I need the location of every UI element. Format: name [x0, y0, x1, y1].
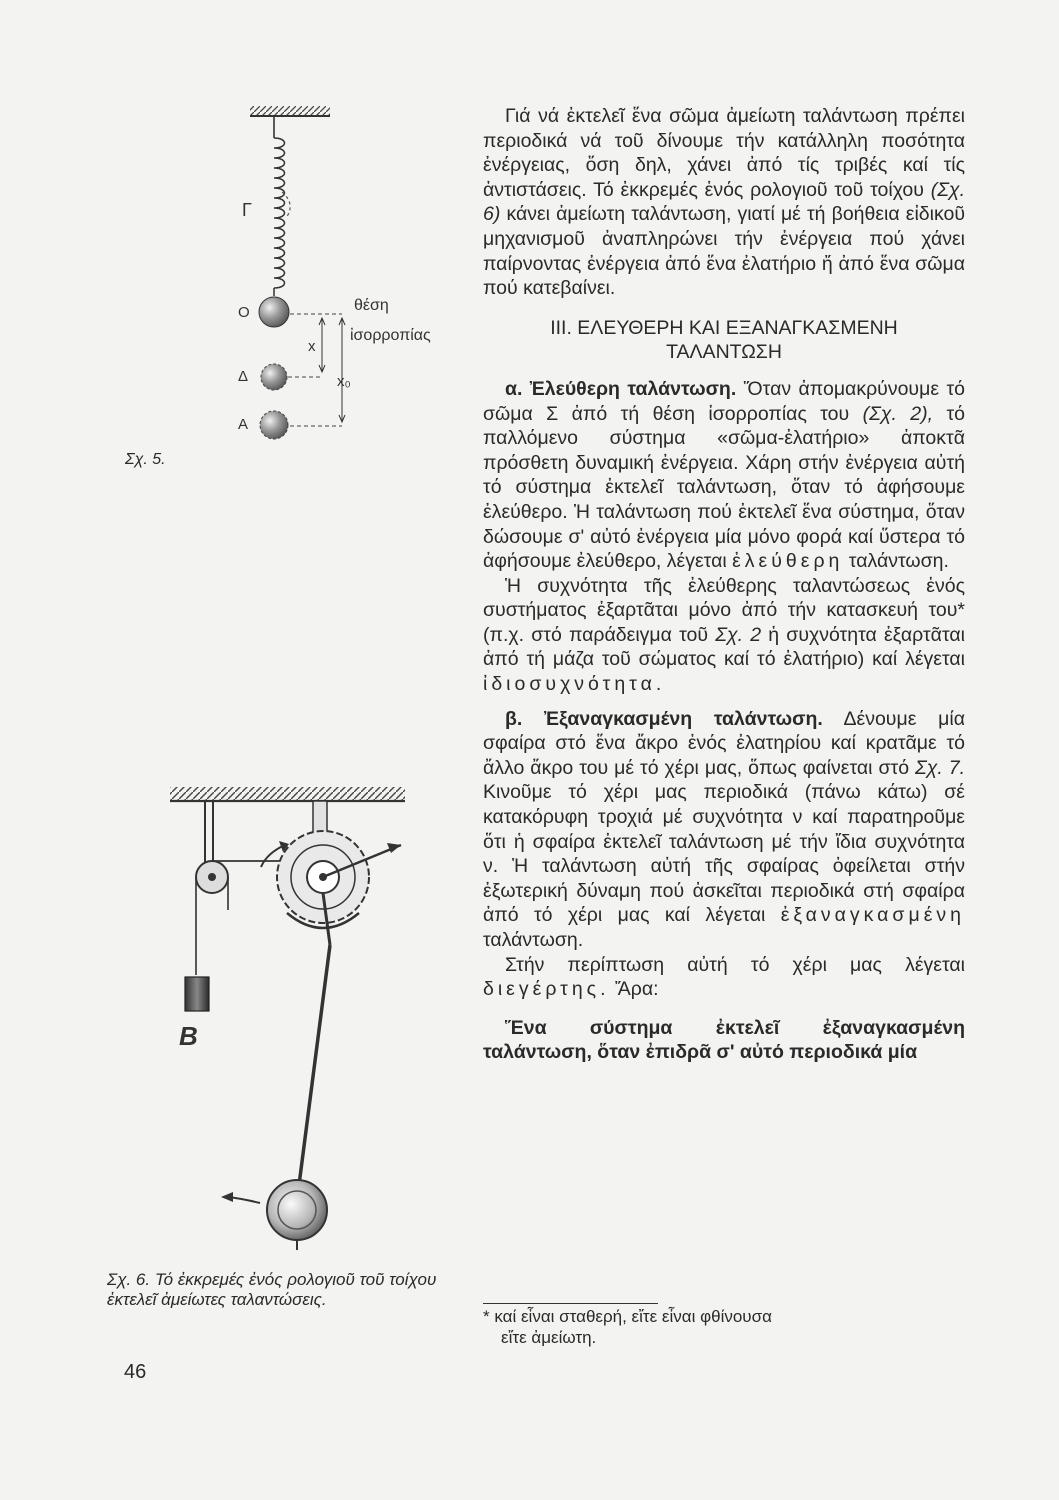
- footnote: * καί εἶναι σταθερή, εἴτε εἶναι φθίνουσα εἴτε ἀμείωτη.: [483, 1307, 772, 1347]
- mass-at-alpha: [260, 411, 288, 439]
- figure-6-caption: Σχ. 6. Τό ἐκκρεμές ἐνός ρολογιοῦ τοῦ τοίχου ἐκτελεῖ ἀμείωτες ταλαντώσεις.: [107, 1270, 437, 1309]
- driving-weight: [185, 977, 209, 1011]
- mass-at-delta: [261, 364, 287, 390]
- label-omicron: Ο: [238, 304, 250, 321]
- label-x: x: [308, 338, 316, 355]
- paragraph-undamped: Γιά νά ἐκτελεῖ ἕνα σῶμα ἀμείωτη ταλάντωση πρέπει περιοδικά νά τοῦ δίνουμε τήν κατάλληλη ποσότητα ἐνέργειας, ὅση δηλ, χάνει ἀπό τίς τριβές καί τίς ἀντιστάσεις. Τό ἐκκρεμές ἑνός ρολογιοῦ τοῦ τοίχου (Σχ. 6) κάνει ἀμείωτη ταλάντωση, γιατί μέ τή βοήθεια εἰδικοῦ μηχανισμοῦ ἀναπληρώνει τήν ἐνέργεια πού χάνει παίρνοντας ἐνέργεια ἀπό ἕνα ἐλατήριο ἤ ἀπό ἕνα σῶμα πού κατεβαίνει.: [483, 105, 965, 300]
- label-position: θέση: [354, 297, 389, 314]
- mass-at-equilibrium: [259, 297, 289, 327]
- text-column: [483, 104, 965, 1065]
- section-heading: III. ΕΛΕΥΘΕΡΗ ΚΑΙ ΕΞΑΝΑΓΚΑΣΜΕΝΗ ΤΑΛΑΝΤΩΣΗ: [550, 316, 898, 364]
- label-gamma: Γ: [242, 200, 252, 220]
- label-weight-b: B: [179, 1021, 198, 1051]
- paragraph-exciter: Στήν περίπτωση αὐτή τό χέρι μας λέγεται διεγέρτης. Ἄρα:: [483, 953, 965, 1001]
- paragraph-natural-frequency: Ἡ συχνότητα τῆς ἐλεύθερης ταλαντώσεως ἑνός συστήματος ἐξαρτᾶται μόνο ἀπό τήν κατασκευή του* (π.χ. στό παράδειγμα τοῦ Σχ. 2 ἡ συχνότητα ἐξαρτᾶται ἀπό τή μάζα τοῦ σώματος καί τό ἐλατήριο) καί λέγεται ἰδιοσυχνότητα.: [483, 574, 965, 696]
- footnote-rule: [483, 1303, 658, 1304]
- figure-6-clock-pendulum: [165, 785, 410, 1255]
- paragraph-forced-oscillation: β. Ἐξαναγκασμένη ταλάντωση. Δένουμε μία σφαίρα στό ἕνα ἄκρο ἑνός ἐλατηρίου καί κρατᾶμε τό ἄλλο ἄκρο του μέ τό χέρι μας, ὅπως φαίνεται στό Σχ. 7. Κινοῦμε τό χέρι μας περιοδικά (πάνω κάτω) σέ κατακόρυφη τροχιά μέ συχνότητα ν καί παρατηροῦμε ὅτι ἡ σφαίρα ἐκτελεῖ ταλάντωση μέ τήν ἴδια συχνότητα ν. Ἡ ταλάντωση αὐτή τῆς σφαίρας ὀφείλεται στήν ἐξωτερική δύναμη πού ἀσκεῖται περιοδικά στή σφαίρα ἀπό τό χέρι μας καί λέγεται ἐξαναγκασμένη ταλάντωση.: [483, 707, 966, 951]
- label-equilibrium: ἰσορροπίας: [350, 327, 431, 344]
- figure-5-caption: Σχ. 5.: [125, 451, 166, 468]
- label-alpha: Α: [238, 416, 249, 433]
- spring-coil: [274, 138, 285, 288]
- label-x0: x₀: [337, 373, 351, 390]
- pendulum-bob: [267, 1180, 327, 1240]
- ceiling: [170, 787, 405, 801]
- definition-bold: Ἕνα σύστημα ἐκτελεῖ ἐξαναγκασμένη ταλάντωση, ὅταν ἐπιδρᾶ σ' αὐτό περιοδικά μία: [483, 1016, 965, 1064]
- page-number: 46: [124, 1361, 147, 1383]
- ceiling-mount: [250, 106, 330, 116]
- label-delta: Δ: [238, 368, 249, 385]
- paragraph-free-oscillation: α. Ἐλεύθερη ταλάντωση. Ὅταν ἀπομακρύνουμε τό σῶμα Σ ἀπό τή θέση ἰσορροπίας του (Σχ. 2), τό παλλόμενο σύστημα «σῶμα-ἐλατήριο» ἀποκτᾶ πρόσθετη δυναμική ἐνέργεια. Χάρη στήν ἐνέργεια αὐτή τό σύστημα ἐκτελεῖ ταλάντωση, ὅταν τό ἀφήσουμε ἐλεύθερο. Ἡ ταλάντωση πού ἐκτελεῖ ἕνα σύστημα, ὅταν δώσουμε σ' αὐτό ἐνέργεια μία μόνο φορά καί ὕστερα τό ἀφήσουμε ἐλεύθερο, λέγεται ἐλεύθερη ταλάντωση.: [483, 377, 965, 573]
- figure-5-spring-diagram: [230, 100, 470, 445]
